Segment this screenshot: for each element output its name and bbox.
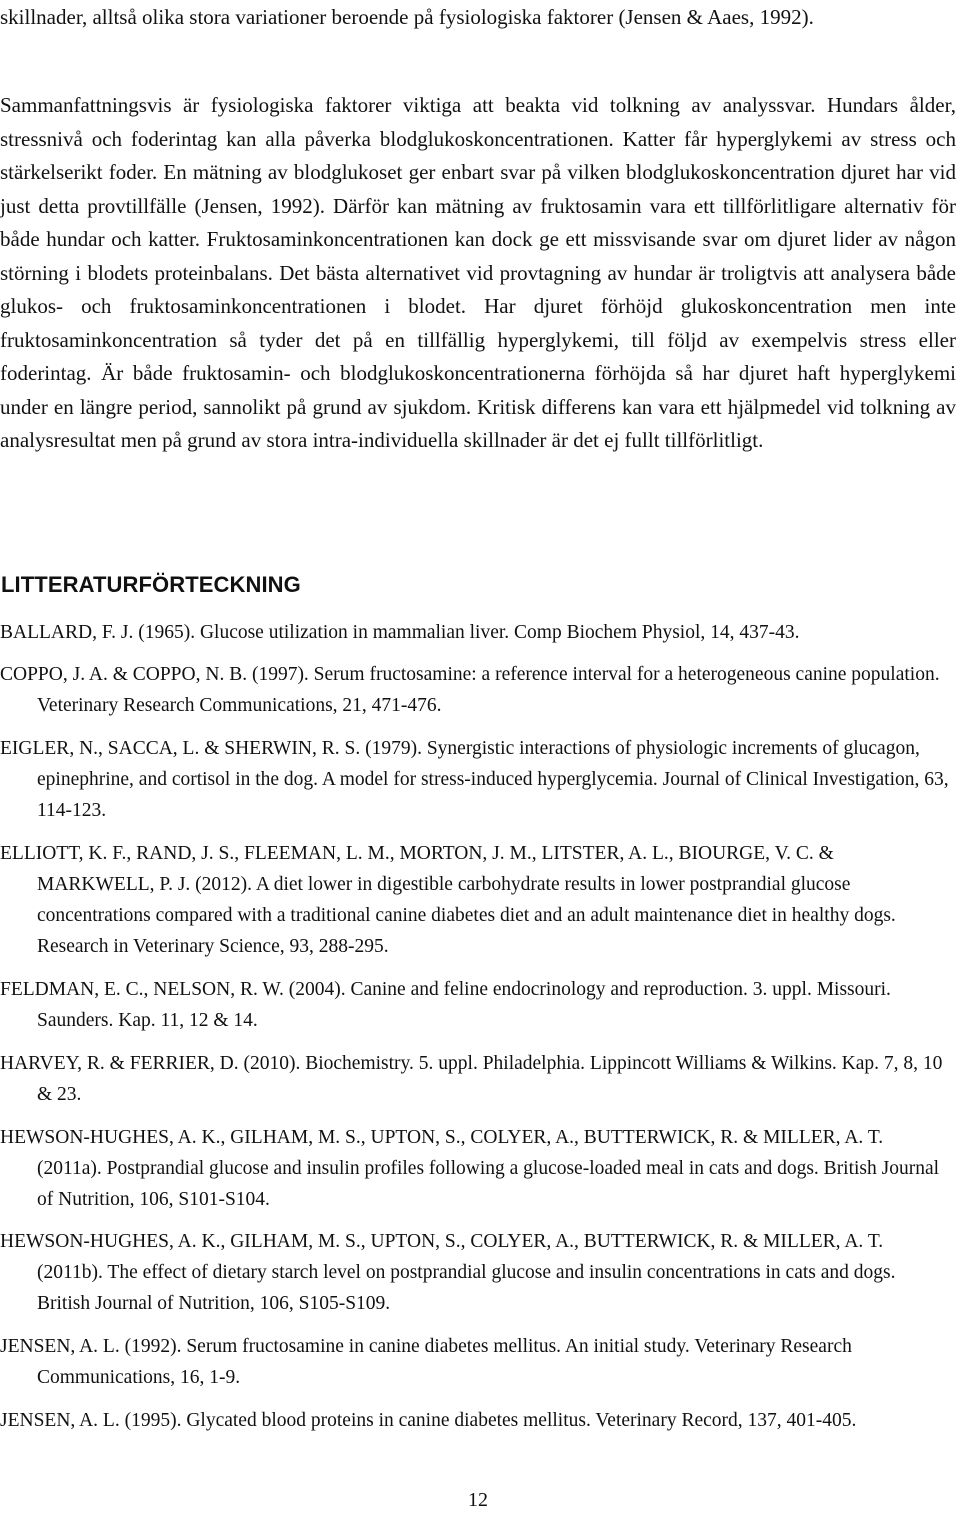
reference-item: BALLARD, F. J. (1965). Glucose utilization in mammalian liver. Comp Biochem Physiol, 14, 437-43.	[0, 622, 800, 643]
reference-item: JENSEN, A. L. (1992). Serum fructosamine in canine diabetes mellitus. An initial study. Veterinary Research Communications, 16, 1-9.	[0, 1336, 852, 1388]
reference-item: EIGLER, N., SACCA, L. & SHERWIN, R. S. (1979). Synergistic interactions of physiologic increments of glucagon, epinephrine, and cortisol in the dog. A model for stress-induced hyperglycemia. Journal of Clinical Investigation, 63, 114-123.	[0, 738, 949, 821]
reference-item: COPPO, J. A. & COPPO, N. B. (1997). Serum fructosamine: a reference interval for a heterogeneous canine population. Veterinary Research Communications, 21, 471-476.	[0, 664, 940, 716]
reference-item: ELLIOTT, K. F., RAND, J. S., FLEEMAN, L. M., MORTON, J. M., LITSTER, A. L., BIOURGE, V. C. & MARKWELL, P. J. (2012). A diet lower in digestible carbohydrate results in lower postprandial glucose concentrations compared with a traditional canine diabetes diet and an adult maintenance diet in healthy dogs. Research in Veterinary Science, 93, 288-295.	[0, 843, 896, 957]
body-paragraph: Sammanfattningsvis är fysiologiska faktorer viktiga att beakta vid tolkning av analyssvar. Hundars ålder, stressnivå och foderintag kan alla påverka blodglukoskoncentrationen. Katter får hyperglykemi av stress och stärkelserikt foder. En mätning av blodglukoset ger enbart svar på vilken blodglukoskoncentration djuret har vid just detta provtillfälle (Jensen, 1992). Därför kan mätning av fruktosamin vara ett tillförlitligare alternativ för både hundar och katter. Fruktosaminkoncentrationen kan dock ge ett missvisande svar om djuret lider av någon störning i blodets proteinbalans. Det bästa alternativet vid provtagning av hundar är troligtvis att analysera både glukos- och fruktosaminkoncentrationen i blodet. Har djuret förhöjd glukoskoncentration men inte fruktosaminkoncentration så tyder det på en tillfällig hyperglykemi, till följd av exempelvis stress eller foderintag. Är både fruktosamin- och blodglukoskoncentrationerna förhöjda så har djuret haft hyperglykemi under en längre period, sannolikt på grund av sjukdom. Kritisk differens kan vara ett hjälpmedel vid tolkning av analysresultat men på grund av stora intra-individuella skillnader är det ej fullt tillförlitligt.	[0, 93, 956, 452]
reference-item: HEWSON-HUGHES, A. K., GILHAM, M. S., UPTON, S., COLYER, A., BUTTERWICK, R. & MILLER, A. T. (2011a). Postprandial glucose and insulin profiles following a glucose-loaded meal in cats and dogs. British Journal of Nutrition, 106, S101-S104.	[0, 1127, 940, 1210]
reference-item: FELDMAN, E. C., NELSON, R. W. (2004). Canine and feline endocrinology and reproduction. 3. uppl. Missouri. Saunders. Kap. 11, 12 & 14.	[0, 979, 891, 1031]
reference-item: HEWSON-HUGHES, A. K., GILHAM, M. S., UPTON, S., COLYER, A., BUTTERWICK, R. & MILLER, A. T. (2011b). The effect of dietary starch level on postprandial glucose and insulin concentrations in cats and dogs. British Journal of Nutrition, 106, S105-S109.	[0, 1231, 896, 1314]
body-paragraph: skillnader, alltså olika stora variationer beroende på fysiologiska faktorer (Jensen & Aaes, 1992).	[0, 5, 814, 29]
section-heading: LITTERATURFÖRTECKNING	[1, 572, 301, 597]
reference-item: JENSEN, A. L. (1995). Glycated blood proteins in canine diabetes mellitus. Veterinary Record, 137, 401-405.	[0, 1410, 857, 1431]
page-number: 12	[468, 1489, 488, 1511]
reference-item: HARVEY, R. & FERRIER, D. (2010). Biochemistry. 5. uppl. Philadelphia. Lippincott Williams & Wilkins. Kap. 7, 8, 10 & 23.	[0, 1053, 943, 1105]
